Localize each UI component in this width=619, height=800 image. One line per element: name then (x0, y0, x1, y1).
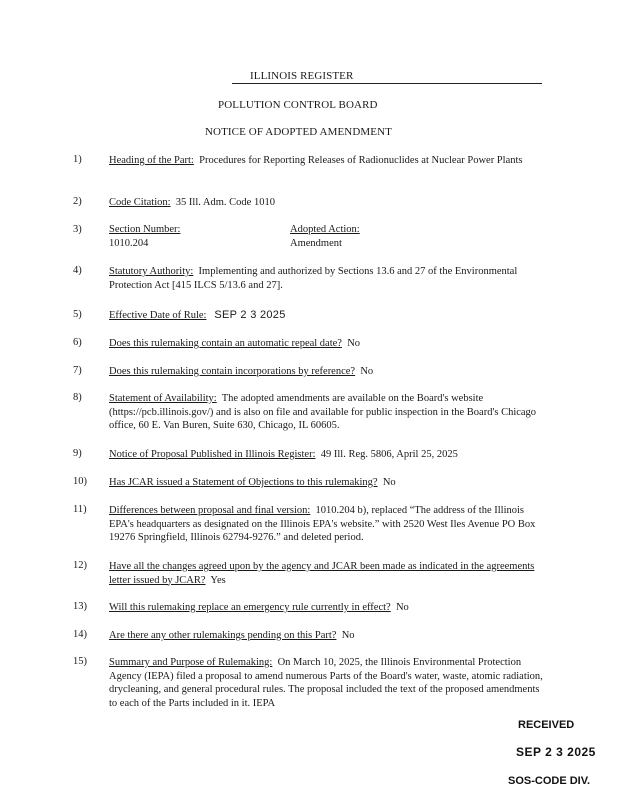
item-label: Statement of Availability: (109, 393, 217, 404)
item-label: Does this rulemaking contain an automatic repeal date? (109, 338, 342, 349)
received-stamp-division: SOS-CODE DIV. (508, 775, 591, 787)
effective-date-stamp: SEP 2 3 2025 (214, 309, 286, 321)
item-number: 10) (73, 476, 87, 487)
item-2 (109, 196, 549, 210)
item-number: 6) (73, 337, 82, 348)
item-number: 3) (73, 224, 82, 235)
item-14 (109, 629, 549, 643)
item-12 (109, 560, 549, 587)
item-label: Are there any other rulemakings pending on this Part? (109, 630, 337, 641)
register-title: ILLINOIS REGISTER (250, 70, 354, 82)
item-number: 14) (73, 629, 87, 640)
item-number: 7) (73, 365, 82, 376)
item-13 (109, 601, 549, 615)
item-number: 11) (73, 504, 87, 515)
item-label: Will this rulemaking replace an emergency rule currently in effect? (109, 602, 391, 613)
item-number: 12) (73, 560, 87, 571)
section-number-label: Section Number: (109, 224, 181, 235)
adopted-action-label: Adopted Action: (290, 224, 360, 235)
item-text: Procedures for Reporting Releases of Radionuclides at Nuclear Power Plants (199, 155, 523, 166)
adopted-action-value: Amendment (290, 238, 342, 249)
item-text: On March 10, 2025, the Illinois Environmental Protection Agency (IEPA) filed a proposal to amend numerous Parts of the Board's water, waste, atomic radiation, drycleaning, and general procedural rules. The proposal included the text of the proposed amendments to each of the Parts included in it. IEPA (109, 657, 543, 709)
item-text: 35 Ill. Adm. Code 1010 (175, 197, 275, 208)
item-number: 15) (73, 656, 87, 667)
item-text: No (395, 602, 409, 613)
item-text: No (360, 366, 374, 377)
item-text: 1010.204 b), replaced “The address of the Illinois EPA's headquarters as designated on the Illinois EPA's website.” with 2520 West Iles Avenue PO Box 19276 Springfield, Illinois 62794-9276.” and deleted period. (109, 505, 536, 543)
item-label: Summary and Purpose of Rulemaking: (109, 657, 273, 668)
item-label: Has JCAR issued a Statement of Objections to this rulemaking? (109, 477, 378, 488)
board-title: POLLUTION CONTROL BOARD (218, 99, 378, 111)
item-text: No (347, 338, 361, 349)
item-text: 49 Ill. Reg. 5806, April 25, 2025 (320, 449, 458, 460)
item-text: The adopted amendments are available on the Board's website (https://pcb.illinois.gov/) and is also on file and available for public inspection in the Board's Chicago office, 60 E. Van Buren, Suite 630, Chicago, IL 60605. (109, 393, 537, 431)
section-number-value: 1010.204 (109, 238, 149, 249)
item-5 (109, 309, 549, 323)
item-number: 13) (73, 601, 87, 612)
item-number: 9) (73, 448, 82, 459)
item-text: Yes (210, 574, 226, 586)
item-text: Implementing and authorized by Sections 13.6 and 27 of the Environmental Protection Act [415 ILCS 5/13.6 and 27]. (109, 266, 518, 291)
item-8 (109, 392, 549, 433)
item-label: Statutory Authority: (109, 266, 194, 277)
item-number: 4) (73, 265, 82, 276)
item-label: Heading of the Part: (109, 155, 194, 166)
received-stamp-date: SEP 2 3 2025 (516, 745, 596, 759)
item-number: 2) (73, 196, 82, 207)
item-10 (109, 476, 549, 490)
item-text: No (382, 477, 396, 488)
item-9 (109, 448, 549, 462)
notice-title: NOTICE OF ADOPTED AMENDMENT (205, 126, 392, 138)
received-stamp-label: RECEIVED (518, 719, 575, 731)
item-number: 8) (73, 392, 82, 403)
item-4 (109, 265, 549, 292)
item-1 (109, 154, 549, 168)
item-6 (109, 337, 549, 351)
item-label: Does this rulemaking contain incorporations by reference? (109, 366, 356, 377)
item-label: Differences between proposal and final version: (109, 505, 311, 516)
item-label: Effective Date of Rule: (109, 310, 207, 321)
header-rule (232, 83, 542, 84)
item-label: Code Citation: (109, 197, 171, 208)
item-15 (109, 656, 549, 710)
item-11 (109, 504, 549, 545)
item-label: Notice of Proposal Published in Illinois Register: (109, 449, 316, 460)
item-label: Have all the changes agreed upon by the agency and JCAR been made as indicated in the agreements letter issued by JCAR? (109, 561, 535, 586)
item-number: 5) (73, 309, 82, 320)
item-7 (109, 365, 549, 379)
item-number: 1) (73, 154, 82, 165)
item-text: No (341, 630, 355, 641)
